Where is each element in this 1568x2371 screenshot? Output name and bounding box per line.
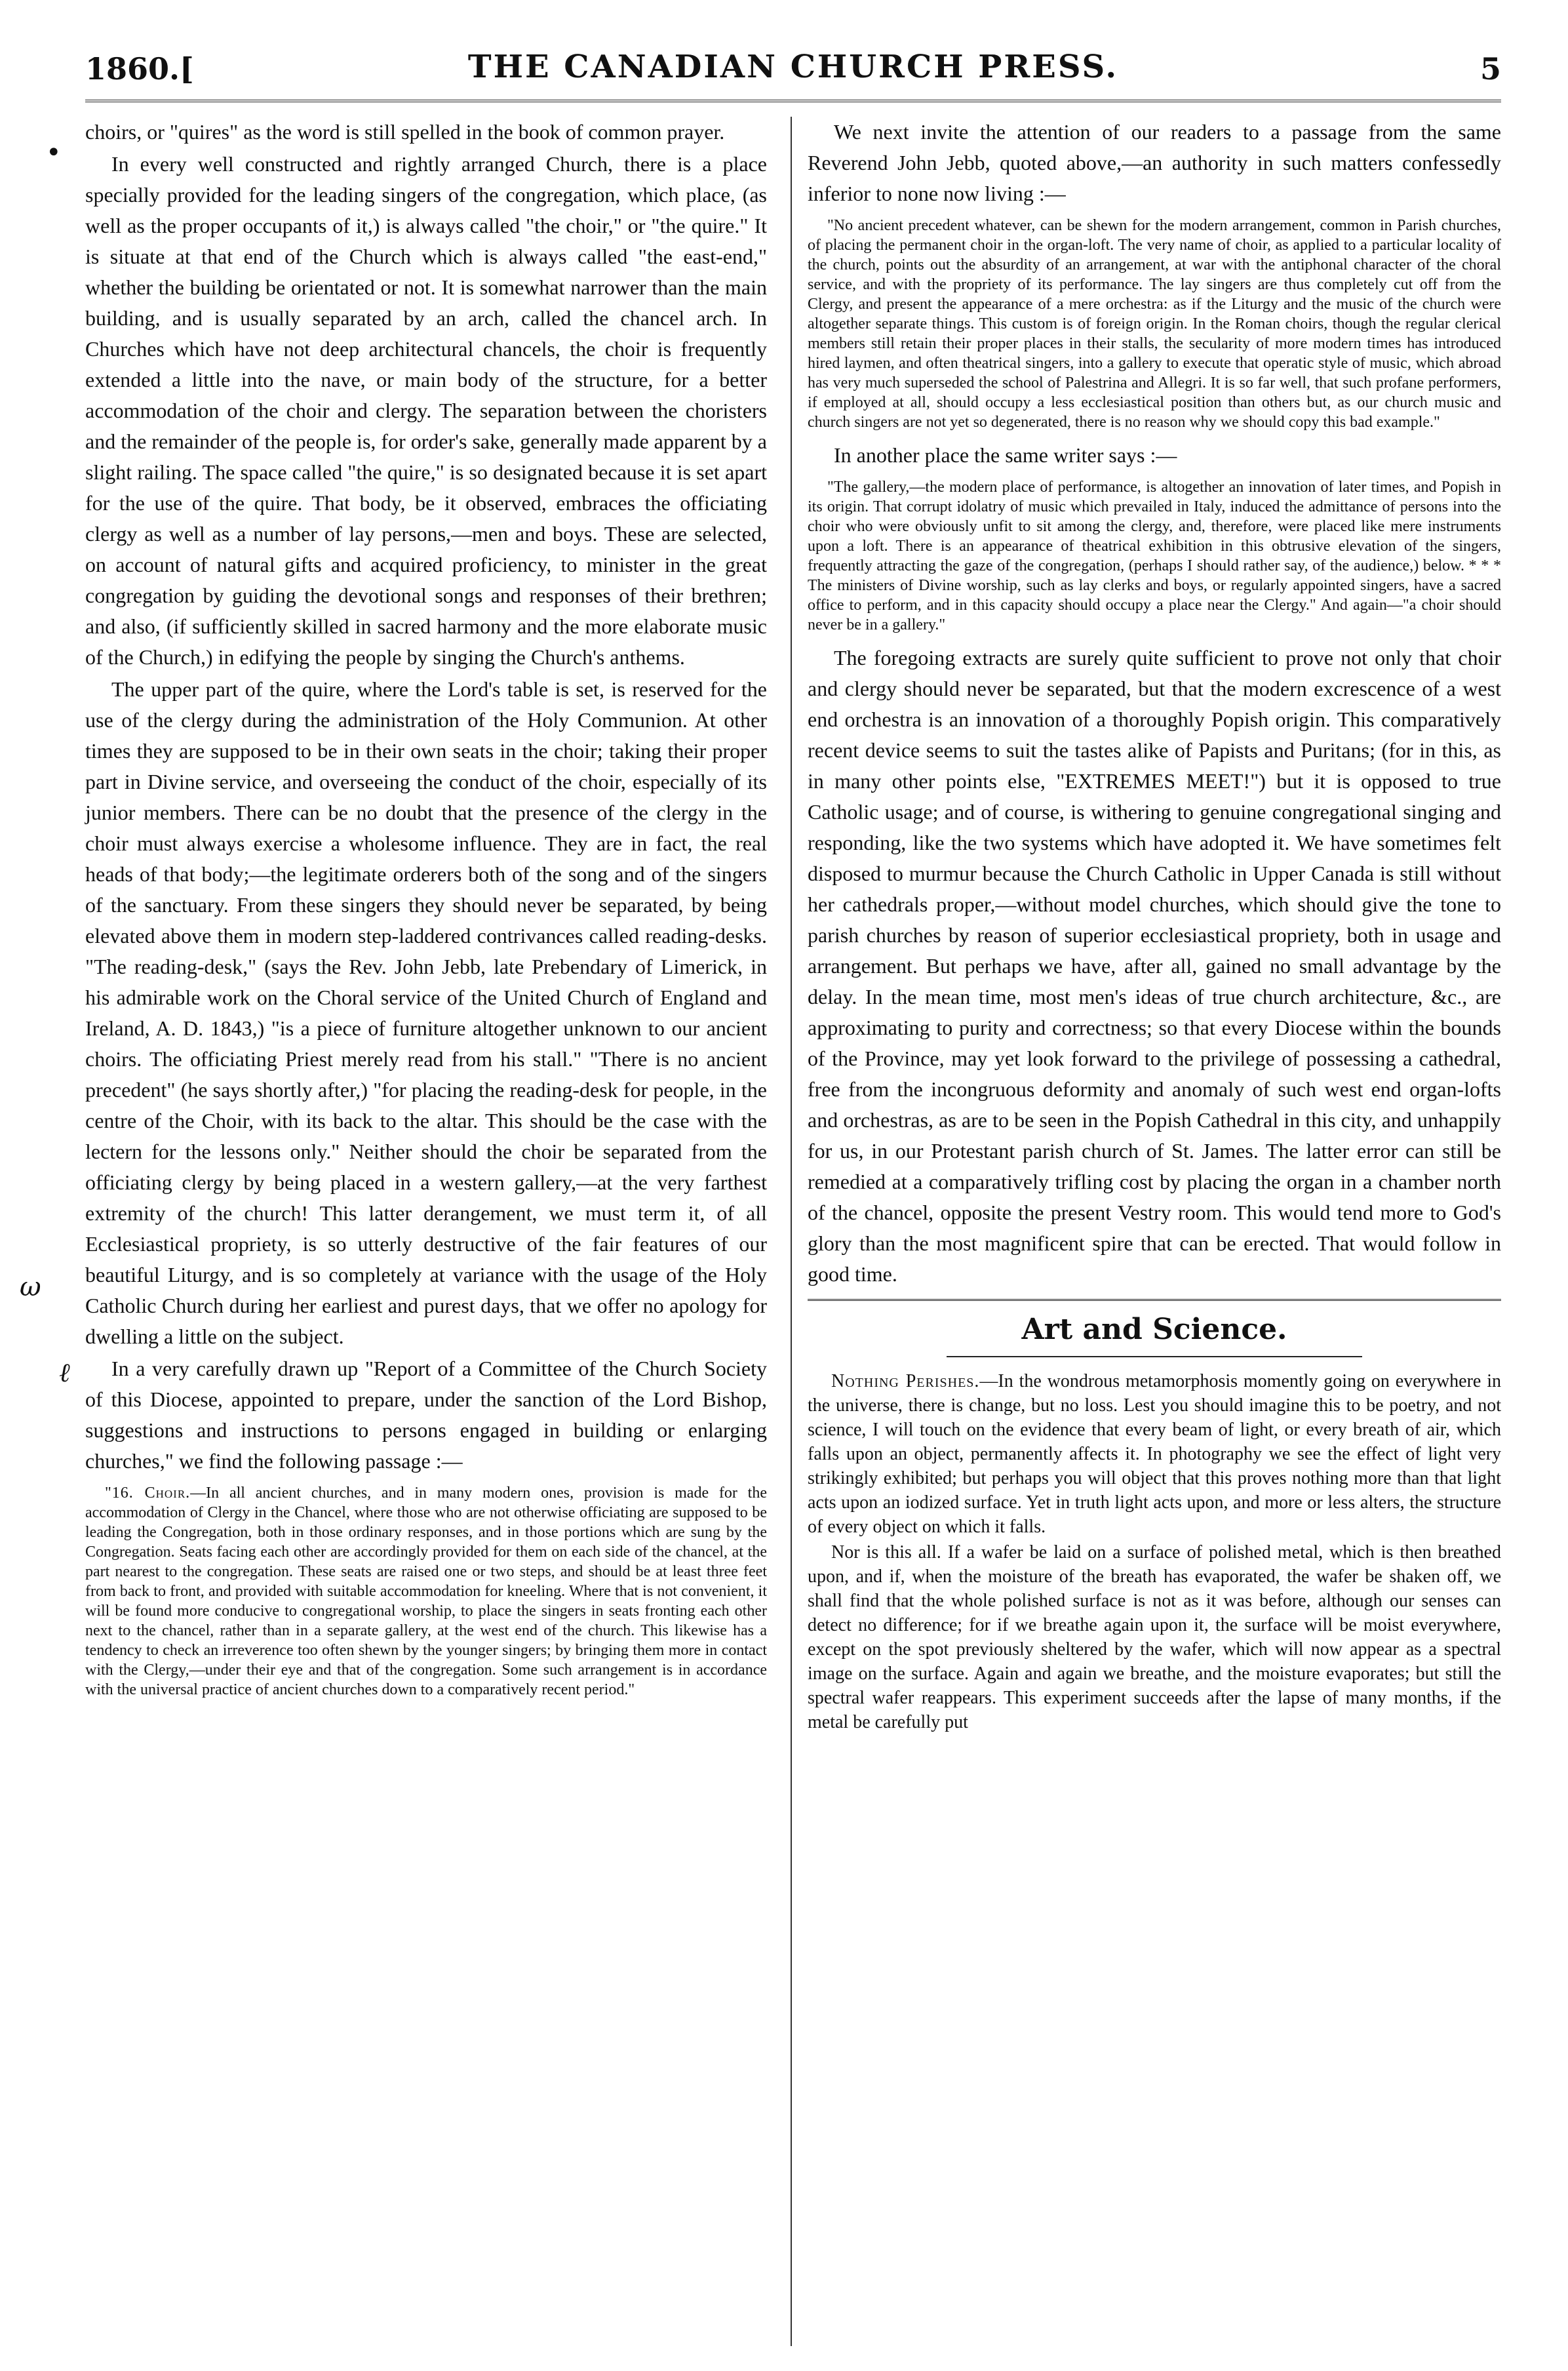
page-number: 5 bbox=[1480, 51, 1501, 87]
right-paragraph-2: In another place the same writer says :— bbox=[834, 443, 1177, 467]
section-title: Art and Science. bbox=[1021, 1313, 1287, 1346]
section-rule bbox=[808, 1299, 1501, 1301]
left-paragraph-3: The upper part of the quire, where the Lord's table is set, is reserved for the use of the clergy during the administration of the Holy Communion. At other times they are supposed to be in their own seats in the choir; taking their proper part in Divine service, and overseeing the conduct of the choir, especially of its junior members. There can be no doubt that the presence of the clergy in the choir must always exercise a wholesome influence. They are in fact, the real heads of that body;—the legitimate orderers both of the song and of the singers of the sanctuary. From these singers they should never be separated, by being elevated above them in modern step-laddered contrivances called reading-desks. "The reading-desk," (says the Rev. John Jebb, late Prebendary of Limerick, in his admirable work on the Choral service of the United Church of England and Ireland, A. D. 1843,) "is a piece of furniture altogether unknown to our ancient choirs. The officiating Priest merely read from his stall." "There is no ancient precedent" (he says shortly after,) "for placing the reading-desk for people, in the centre of the Choir, with its back to the altar. This should be the case with the lectern for the lessons only." Neither should the choir be separated from the officiating clergy by being placed in a western gallery,—at the very farthest extremity of the church! This latter derangement, we must term it, of all Ecclesiastical propriety, is so utterly destructive of the fair features of our beautiful Liturgy, and is so completely at variance with the usage of the Holy Catholic Church during her earliest and purest days, that we offer no apology for dwelling a little on the subject. bbox=[85, 677, 767, 1348]
jebb-quote-2-text: "The gallery,—the modern place of performance, is altogether an innovation of later times, and Popish in its origin. That corrupt idolatry of music which prevailed in Italy, induced the admittance of persons into the choir who were obviously unfit to sit among the clergy, and, therefore, were placed like mere instruments upon a loft. There is an appearance of theatrical exhibition in this obtrusive elevation of the singers, frequently attracting the gaze of the congregation, (perhaps I should rather say, of the audience,) below. * * * The ministers of Divine worship, such as lay clerks and boys, or regularly appointed singers, have a sacred office to perform, and in this capacity should occupy a place near the Clergy." And again—"a choir should never be in a gallery." bbox=[808, 479, 1501, 633]
newspaper-page bbox=[20, 39, 1501, 2347]
committee-report-quote bbox=[85, 1483, 767, 1700]
art-science-article bbox=[808, 1369, 1501, 1734]
jebb-quote-2 bbox=[808, 477, 1501, 635]
quote-lead: "16. Choir. bbox=[105, 1484, 191, 1502]
header-year: 1860.[ bbox=[85, 51, 194, 87]
right-paragraph-1: We next invite the attention of our readers to a passage from the same Reverend John Jebb, quoted above,—an authority in such matters confessedly inferior to none now living :— bbox=[808, 120, 1501, 205]
margin-annotation-3: • bbox=[46, 138, 62, 168]
jebb-quote-1-text: "No ancient precedent whatever, can be shewn for the modern arrangement, common in Parish churches, of placing the permanent choir in the organ-loft. The very name of choir, as applied to a particular locality of the church, points out the absurdity of an arrangement, at war with the antiphonal character of the choral service, and with the propriety of its performance. The lay singers are thus completely cut off from the Clergy, and present the appearance of a mere orchestra: as if the Liturgy and the music of the church were altogether separate things. This custom is of foreign origin. In the Roman choirs, though the regular clerical members still retain their proper places in their stalls, the secularity of more modern times has introduced hired laymen, and often theatrical singers, into a gallery to execute that operatic style of music, which abroad has very much superseded the school of Palestrina and Allegri. It is so far well, that such profane performers, if employed at all, should occupy a less ecclesiastical position than others but, as our church music and church singers are not yet so degenerated, there is no reason why we should copy this bad example." bbox=[808, 217, 1501, 431]
left-paragraph-4: In a very carefully drawn up "Report of a Committee of the Church Society of this Diocese, appointed to prepare, under the sanction of the Lord Bishop, suggestions and instructions to persons engaged in building or enlarging churches," we find the following passage :— bbox=[85, 1357, 767, 1473]
newspaper-title: THE CANADIAN CHURCH PRESS. bbox=[467, 49, 1119, 85]
right-paragraph-3: The foregoing extracts are surely quite sufficient to prove not only that choir and clergy should never be separated, but that the modern excrescence of a west end orchestra is an innovation of a thoroughly Popish origin. This comparatively recent device seems to suit the tastes alike of Papists and Puritans; (for in this, as in many other points else, "EXTREMES MEET!") but it is opposed to true Catholic usage; and of course, is withering to genuine congregational singing and responding, like the two systems which have adopted it. We have sometimes felt disposed to murmur because the Church Catholic in Upper Canada is still without her cathedrals proper,—without model churches, which should give the tone to parish churches by reason of superior ecclesiastical propriety, both in usage and arrangement. But perhaps we have, after all, gained no small advantage by the delay. In the mean time, most men's ideas of true church architecture, &c., are approximating to purity and correctness; so that every Diocese within the bounds of the Province, may yet look forward to the privilege of possessing a cathedral, free from the incongruous deformity and anomaly of such west end organ-lofts and orchestras, as are to be seen in the Popish Cathedral in this city, and unhappily for us, in our Protestant parish church of St. James. The latter error can still be remedied at a comparatively trifling cost by placing the organ in a chamber north of the chancel, opposite the present Vestry room. This would tend more to God's glory than the most magnificent spire that can be erected. That would follow in good time. bbox=[808, 646, 1501, 1286]
header-rule bbox=[85, 100, 1501, 102]
left-paragraph-2: In every well constructed and rightly arranged Church, there is a place specially provided for the leading singers of the congregation, which place, (as well as the proper occupants of it,) is always called "the choir," or "the quire." It is situate at that end of the Church which is always called "the east-end," whether the building be orientated or not. It is somewhat narrower than the main building, and is usually separated by an arch, called the chancel arch. In Churches which have not deep architectural chancels, the choir is frequently extended a little into the nave, or main body of the structure, for a better accommodation of the choir and clergy. The separation between the choristers and the remainder of the people is, for order's sake, generally made apparent by a slight railing. The space called "the quire," is so designated because it is set apart for the use of the quire. That body, be it observed, embraces the officiating clergy as well as a number of lay persons,—men and boys. These are selected, on account of natural gifts and acquired proficiency, to minister in the great congregation by guiding the devotional songs and responses of their brethren; and also, (if sufficiently skilled in sacred harmony and the more elaborate music of the Church,) in edifying the people by singing the Church's anthems. bbox=[85, 152, 767, 669]
article-lead: Nothing Perishes. bbox=[831, 1371, 980, 1391]
column-divider bbox=[791, 117, 792, 2346]
section-underline bbox=[947, 1356, 1363, 1357]
article-paragraph-1: —In the wondrous metamorphosis momently going on everywhere in the universe, there is change, but no loss. Lest you should imagine this to be poetry, and not science, I will touch on the evidence that every beam of light, or every breath of air, which falls upon an object, permanently affects it. In photography we see the effect of light very strikingly exhibited; but perhaps you will object that this proves nothing more than that light acts upon an iodized surface. Yet in truth light acts upon, and more or less alters, the structure of every object on which it falls. bbox=[808, 1371, 1501, 1537]
article-paragraph-2: Nor is this all. If a wafer be laid on a surface of polished metal, which is then breathed upon, and if, when the moisture of the breath has evaporated, the wafer be shaken off, we shall find that the whole polished surface is not as it was before, although our senses can detect no difference; for if we breathe again upon it, the surface will be moist everywhere, except on the spot previously sheltered by the wafer, which will now appear as a spectral image on the surface. Again and again we breathe, and the moisture evaporates; but still the spectral wafer reappears. This experiment succeeds after the lapse of many months, if the metal be carefully put bbox=[808, 1542, 1501, 1732]
page-header bbox=[85, 39, 1501, 105]
left-paragraph-1: choirs, or "quires" as the word is still spelled in the book of common prayer. bbox=[85, 120, 725, 144]
jebb-quote-1 bbox=[808, 216, 1501, 432]
margin-annotation-1: ω bbox=[20, 1272, 41, 1302]
quote-body: —In all ancient churches, and in many modern ones, provision is made for the accommodation of Clergy in the Chancel, where those who are not otherwise officiating are supposed to be leading the Congregation, both in those ordinary responses, and in those portions which are sung by the Congregation. Seats facing each other are accordingly provided for them on each side of the chancel, at the part nearest to the congregation. These seats are raised one or two steps, and should be at least three feet from back to front, and provided with suitable accommodation for kneeling. Where that is not convenient, it will be found more conducive to congregational worship, to place the singers in seats fronting each other next to the chancel, rather than in a separate gallery, at the west end of the church. This likewise has a tendency to check an irreverence too often shewn by the younger singers; by bringing them more in contact with the Clergy,—under their eye and that of the congregation. Some such arrangement is in accordance with the universal practice of ancient churches down to a comparatively recent period." bbox=[85, 1484, 768, 1698]
margin-annotation-2: ℓ bbox=[59, 1358, 70, 1388]
left-column bbox=[85, 117, 767, 1707]
right-column bbox=[808, 117, 1501, 1736]
